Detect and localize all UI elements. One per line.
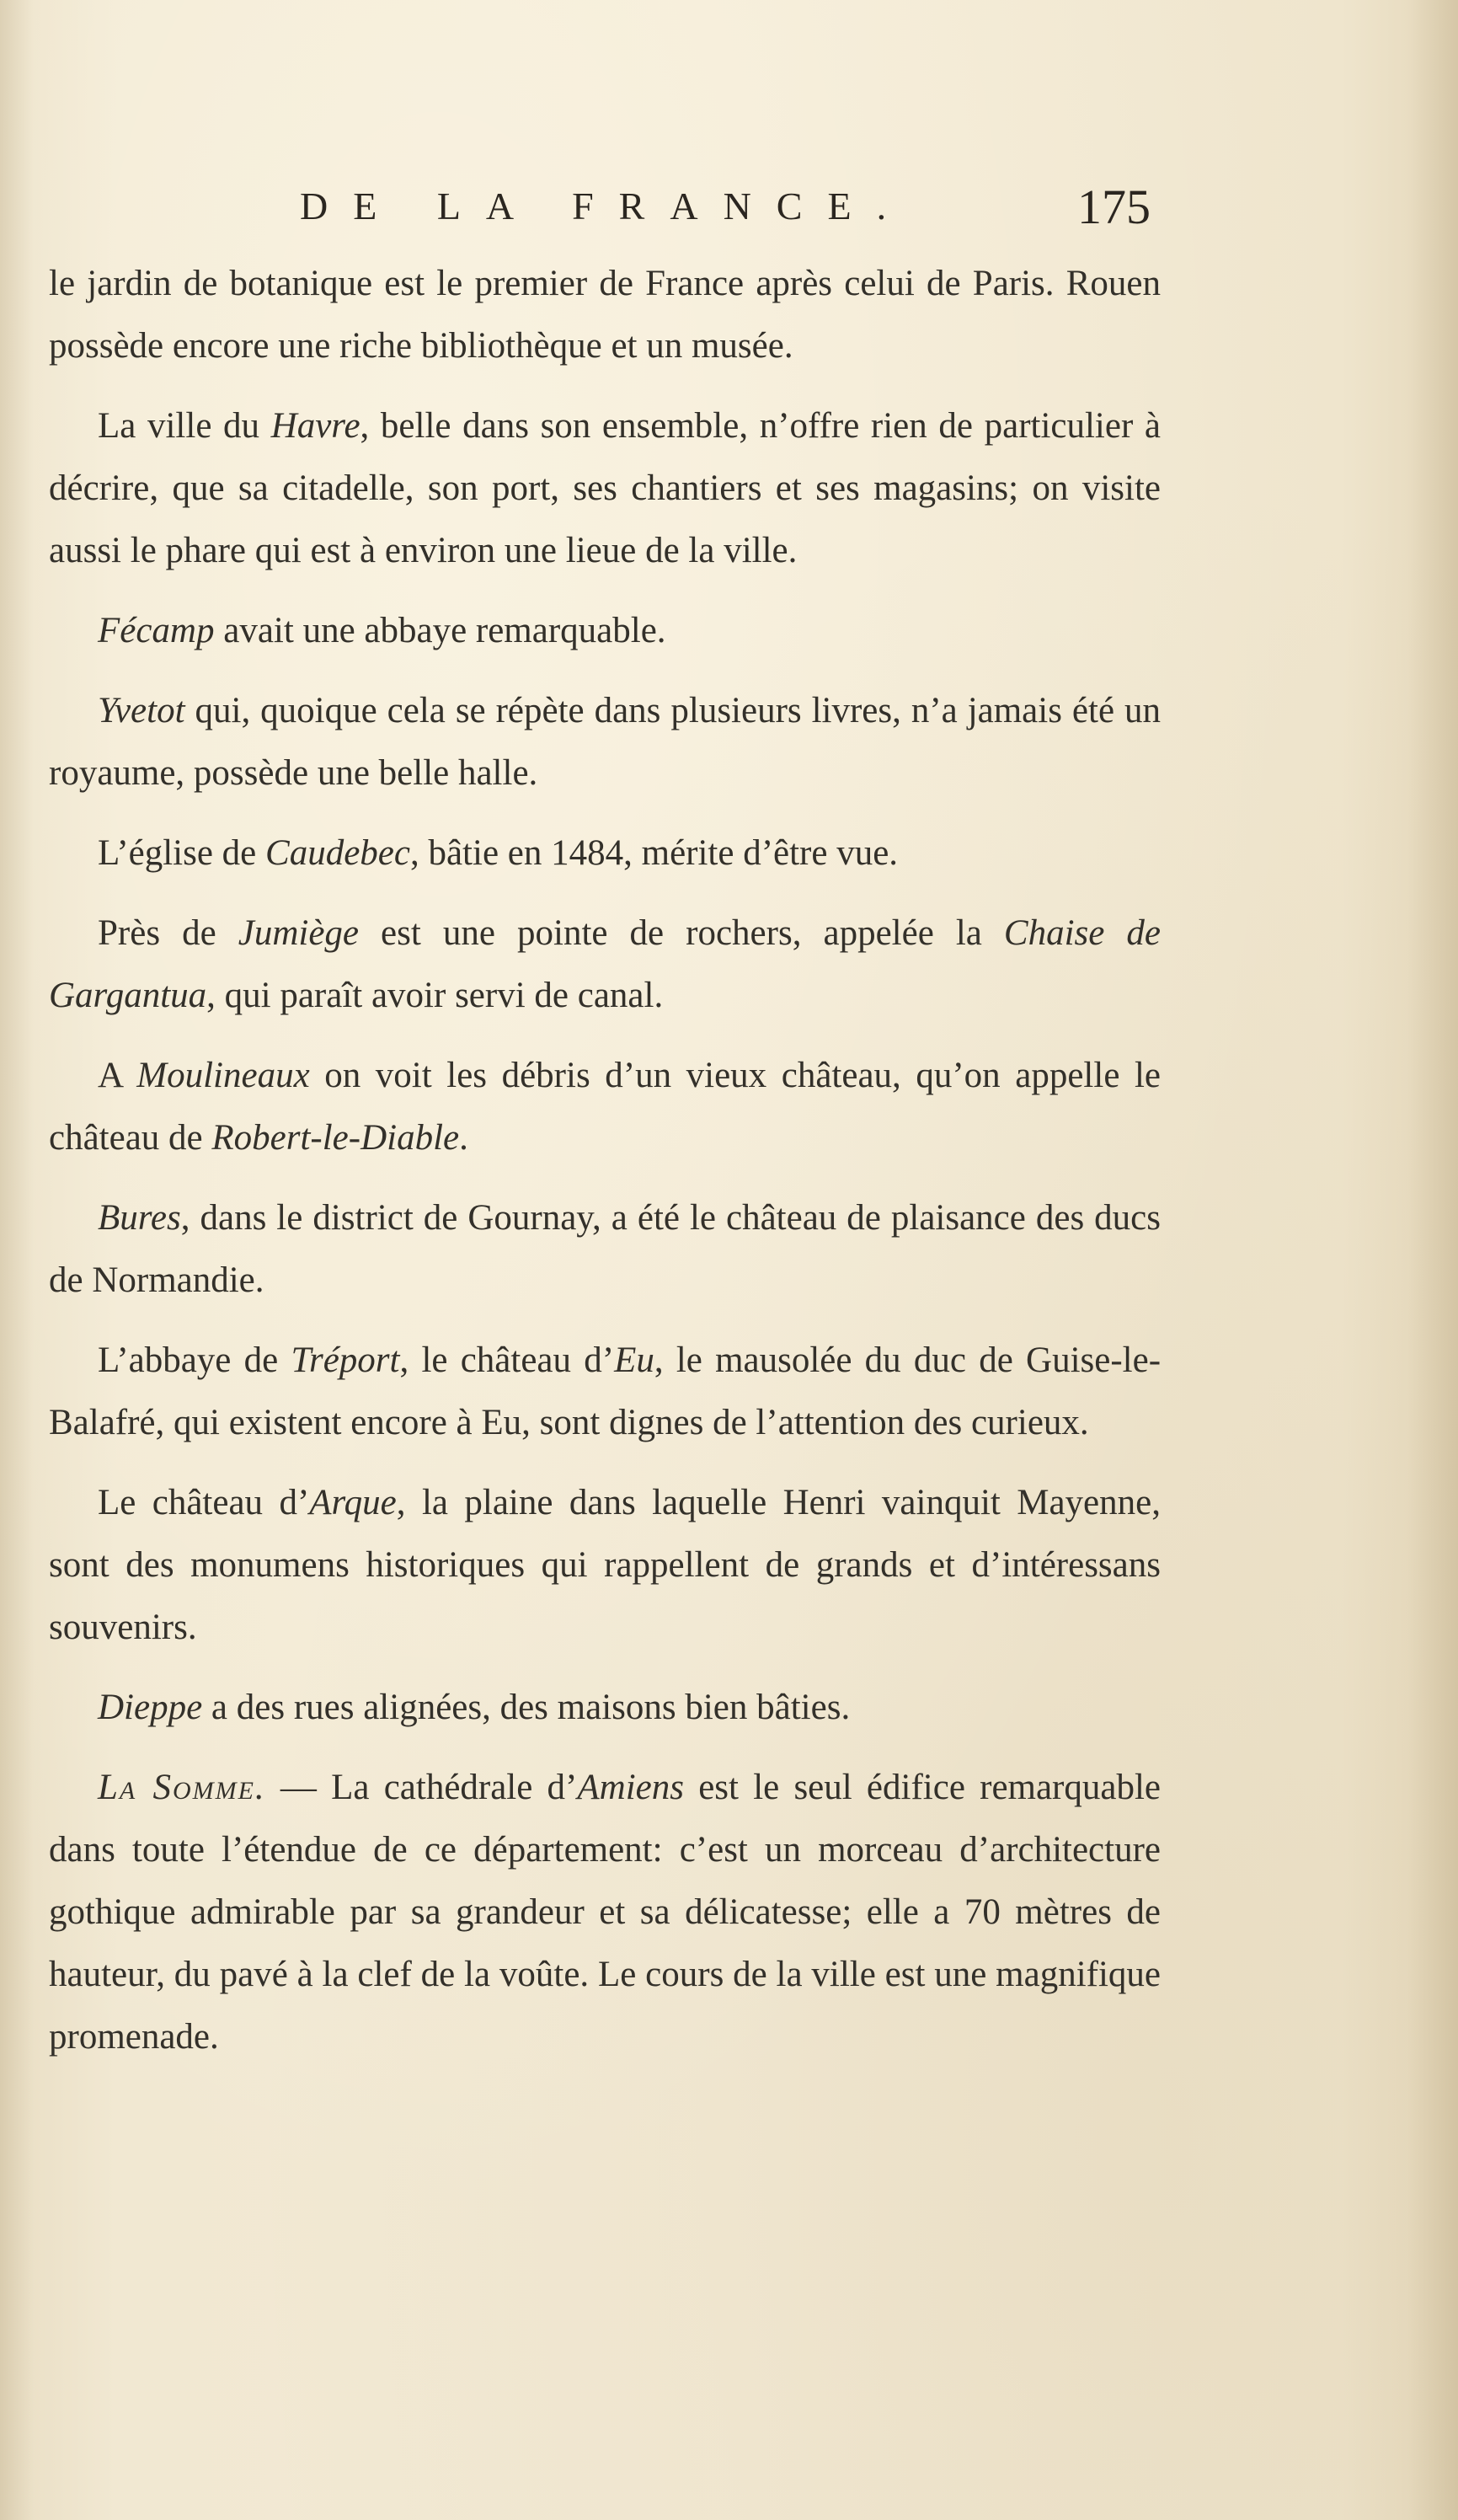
paragraph-text: L’église de bbox=[98, 833, 266, 873]
paragraph-text: A bbox=[98, 1056, 137, 1095]
paragraph-yvetot bbox=[49, 680, 1161, 805]
place-name: Yvetot bbox=[98, 691, 185, 730]
running-title: DE LA FRANCE. bbox=[300, 185, 912, 227]
page-number: 175 bbox=[1077, 179, 1151, 234]
paragraph-text: , qui paraît avoir servi de canal. bbox=[206, 976, 664, 1015]
place-name: Eu bbox=[614, 1340, 654, 1380]
page-gutter-shadow bbox=[0, 0, 34, 2520]
paragraph-bures bbox=[49, 1187, 1161, 1312]
paragraph-text: , bâtie en 1484, mérite d’être vue. bbox=[409, 833, 899, 873]
paragraph-text: L’abbaye de bbox=[98, 1340, 291, 1380]
paragraph-text: La ville du bbox=[98, 406, 271, 446]
place-name: Amiens bbox=[577, 1768, 684, 1807]
page-edge-shadow bbox=[1407, 0, 1458, 2520]
place-name: Robert-le-Diable bbox=[211, 1118, 460, 1158]
paragraph-text: , belle dans son ensemble, n’offre rien de particulier à décrire, que sa citadelle, son port, ses chantiers et ses magasins; on visite aussi le phare qui est à environ une lieue de la ville. bbox=[49, 406, 1161, 570]
paragraph-text: , le mausolée du duc de Guise-le-Balafré, qui existent encore à Eu, sont dignes de l’attention des curieux. bbox=[49, 1340, 1162, 1442]
paragraph-text: — La cathédrale d’ bbox=[265, 1768, 578, 1807]
paragraph-text: , dans le district de Gournay, a été le château de plaisance des ducs de Normandie. bbox=[49, 1198, 1161, 1300]
paragraph-text: qui, quoique cela se répète dans plusieurs livres, n’a jamais été un royaume, possède une belle halle. bbox=[49, 691, 1161, 793]
paragraph-text: on voit les débris d’un vieux château, qu’on appelle le château de bbox=[49, 1056, 1162, 1158]
paragraph-havre bbox=[49, 395, 1161, 582]
place-name: Dieppe bbox=[98, 1688, 203, 1727]
paragraph-text: Le château d’ bbox=[98, 1483, 310, 1522]
place-name: Caudebec bbox=[265, 833, 410, 873]
place-name: Havre bbox=[270, 406, 360, 446]
place-name: Arque bbox=[309, 1483, 397, 1522]
paragraph-arque bbox=[49, 1472, 1161, 1659]
place-name: Jumiège bbox=[238, 913, 359, 953]
paragraph-text: a des rues alignées, des maisons bien bâties. bbox=[202, 1688, 851, 1727]
paragraph-text: , la plaine dans laquelle Henri vainquit Mayenne, sont des monumens historiques qui rappellent de grands et d’intéressans souvenirs. bbox=[49, 1483, 1161, 1647]
paragraph-treport bbox=[49, 1330, 1161, 1454]
paragraph-dieppe bbox=[49, 1677, 1161, 1739]
body-text bbox=[49, 253, 1161, 2086]
paragraph-moulineaux bbox=[49, 1045, 1161, 1169]
place-name: Bures bbox=[98, 1198, 181, 1238]
paragraph-text: est le seul édifice remarquable dans toute l’étendue de ce département: c’est un morceau d’architecture gothique admirable par sa grandeur et sa délicatesse; elle a 70 mètres de hauteur, du pavé à la clef de la voûte. Le cours de la ville est une magnifique promenade. bbox=[49, 1768, 1161, 2057]
paragraph-jumiege bbox=[49, 902, 1161, 1027]
place-name: Moulineaux bbox=[136, 1056, 310, 1095]
paragraph-text: , le château d’ bbox=[399, 1340, 615, 1380]
paragraph-text: Près de bbox=[98, 913, 238, 953]
paragraph-text: avait une abbaye remarquable. bbox=[214, 611, 666, 650]
paragraph-text: le jardin de botanique est le premier de France après celui de Paris. Rouen possède encore une riche bibliothèque et un musée. bbox=[49, 264, 1161, 366]
place-name: Chaise de Gargantua bbox=[49, 913, 1161, 1015]
paragraph-caudebec bbox=[49, 822, 1161, 885]
paragraph-fecamp bbox=[49, 600, 1161, 662]
place-name: Fécamp bbox=[98, 611, 215, 650]
section-heading: La Somme. bbox=[98, 1768, 266, 1807]
place-name: Tréport bbox=[291, 1340, 400, 1380]
paragraph-rouen bbox=[49, 253, 1161, 377]
paragraph-text: . bbox=[459, 1118, 468, 1158]
page-header bbox=[300, 179, 1151, 243]
paragraph-somme bbox=[49, 1757, 1161, 2068]
paragraph-text: est une pointe de rochers, appelée la bbox=[359, 913, 1004, 953]
